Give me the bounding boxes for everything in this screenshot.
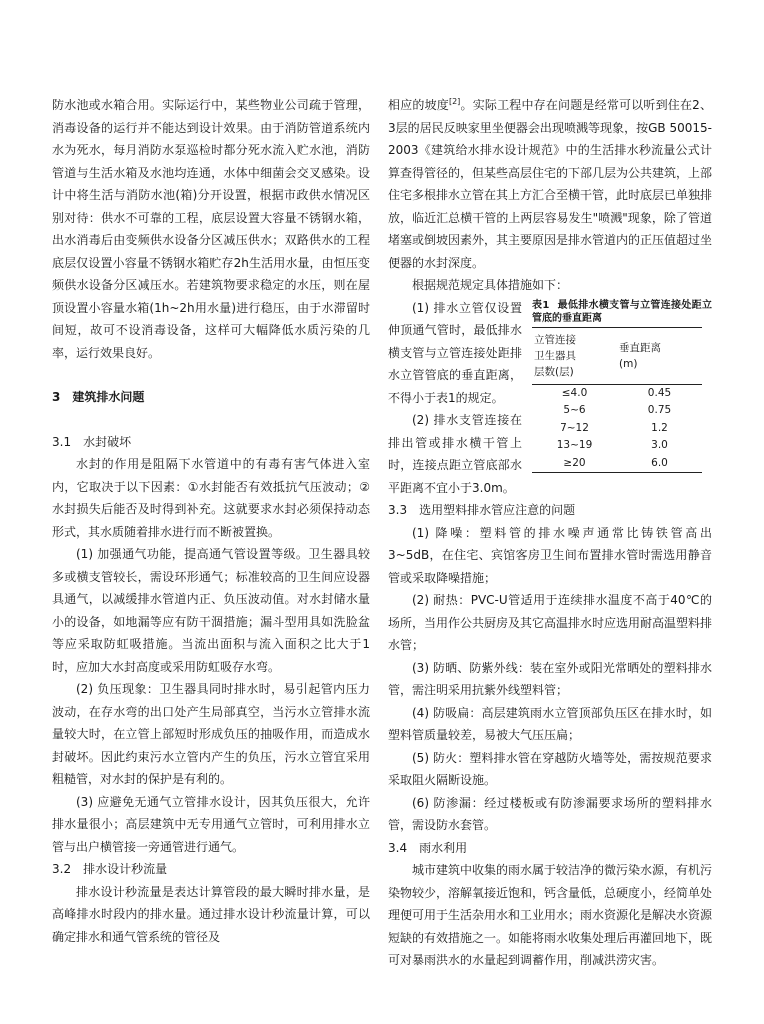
plastic-pipe-item-3: (3) 防晒、防紫外线：装在室外或阳光常晒处的塑料排水管，需注明采用抗紫外线塑料管； <box>388 660 712 697</box>
section-3-heading: 3 建筑排水问题 <box>52 390 145 404</box>
table-1-title: 最低排水横支管与立管连接处距立管底的垂直距离 <box>532 299 712 324</box>
table-row: 5~6 0.75 <box>563 404 672 416</box>
measure-item-2: (2) 排水支管连接在排出管或排水横干管上时，连接点距立管底部水平距离不宜小于3.0m。 <box>388 413 522 495</box>
table-row: ≤4.0 0.45 <box>561 386 672 399</box>
design-flow-paragraph: 排水设计秒流量是表达计算管段的最大瞬时排水量，是高峰排水时段内的排水量。通过排水设计秒流量计算，可以确定排水和通气管系统的管径及 <box>52 884 370 944</box>
table-1 <box>532 297 712 474</box>
measure-item-1: (1) 排水立管仅设置伸顶通气管时，最低排水横支管与立管连接处距排水立管管底的垂直距离，不得小于表1的规定。 <box>388 300 522 405</box>
water-seal-item-1: (1) 加强通气功能，提高通气管设置等级。卫生器具较多或横支管较长，需设环形通气；标准较高的卫生间应设器具通气，以减缓排水管道内正、负压波动值。对水封储水量小的设备，如地漏等应有防干涸措施；漏斗型用具如洗脸盆等应采取防虹吸措施。当流出面积与流入面积之比大于1时，应加大水封高度或采用防虹吸存水弯。 <box>52 547 370 674</box>
intro-paragraph: 防水池或水箱合用。实际运行中，某些物业公司疏于管理，消毒设备的运行并不能达到设计效果。由于消防管道系统内水为死水，每月消防水泵巡检时都分死水流入贮水池，消防管道与生活水箱及水池均连通，水体中细菌会交叉感染。设计中将生活与消防水池(箱)分开设置，根据市政供水情况区别对待：供水不可靠的工程，底层设置大容量不锈钢水箱，出水消毒后由变频供水设备分区减压供水；双路供水的工程底层仅设置小容量不锈钢水箱贮存2h生活用水量，由恒压变频供水设备分区减压水。若建筑物要求稳定的水压，则在屋顶设置小容量水箱(1h~2h用水量)进行稳压，由于水滞留时间短，故可不设消毒设备，这样可大幅降低水质污染的几率，运行效果良好。 <box>52 98 370 360</box>
water-seal-item-3: (3) 应避免无通气立管排水设计，因其负压很大，允许排水量很小；高层建筑中无专用通气立管时，可利用排水立管与出户横管接一旁通管进行通气。 <box>52 794 370 854</box>
table-1-grid <box>532 327 702 474</box>
subsection-3-1-heading: 3.1 水封破坏 <box>52 434 132 449</box>
measures-with-table <box>388 297 712 500</box>
table-1-header-floors: 立管连接 卫生器具 层数(层) <box>532 327 617 384</box>
table-1-number: 表1 <box>532 299 550 311</box>
rainwater-paragraph: 城市建筑中收集的雨水属于较洁净的微污染水源，有机污染物较少，溶解氧接近饱和，钙含量低，总硬度小，经简单处理便可用于生活杂用水和工业用水；雨水资源化是解决水资源短缺的有效措施之一。如能将雨水收集处理后再灌回地下，既可对暴雨洪水的水量起到调蓄作用，削减洪涝灾害。 <box>388 863 713 967</box>
plastic-pipe-item-5: (5) 防火：塑料排水管在穿越防火墙等处，需按规范要求采取阻火隔断设施。 <box>388 750 712 787</box>
plastic-pipe-item-1: (1) 降噪：塑料管的排水噪声通常比铸铁管高出3~5dB，在住宅、宾馆客房卫生间布置排水管时需选用静音管或采取降噪措施； <box>388 525 712 585</box>
left-column <box>52 94 370 948</box>
right-column <box>388 94 712 972</box>
table-row: ≥20 6.0 <box>532 455 702 473</box>
table-1-caption <box>532 299 712 325</box>
table-1-header-distance: 垂直距离 (m) <box>617 327 702 384</box>
subsection-3-3-heading: 3.3 选用塑料排水管应注意的问题 <box>388 503 576 517</box>
table-row: 7~12 1.2 <box>560 421 668 434</box>
table-row: 13~19 3.0 <box>556 439 668 451</box>
subsection-3-4-heading: 3.4 雨水利用 <box>388 840 468 855</box>
plastic-pipe-item-6: (6) 防渗漏：经过楼板或有防渗漏要求场所的塑料排水管，需设防水套管。 <box>388 795 712 832</box>
plastic-pipe-item-4: (4) 防吸扁：高层建筑雨水立管顶部负压区在排水时，如塑料管质量较差，易被大气压压扁； <box>388 705 712 742</box>
measures-intro: 根据规范规定具体措施如下： <box>412 278 569 292</box>
plastic-pipe-item-2: (2) 耐热：PVC-U管适用于连续排水温度不高于40℃的场所，当用作公共厨房及其它高温排水时应选用耐高温塑料排水管； <box>388 593 713 652</box>
reference-marker: [2] <box>448 97 461 106</box>
subsection-3-2-heading: 3.2 排水设计秒流量 <box>52 862 168 876</box>
measures-text <box>388 297 522 500</box>
water-seal-item-2: (2) 负压现象：卫生器具同时排水时，易引起管内压力波动，在存水弯的出口处产生局部真空，当污水立管排水流量较大时，在立管上部短时形成负压的抽吸作用，而造成水封破坏。因此约束污水立管内产生的负压，污水立管宜采用粗糙管，对水封的保护是有利的。 <box>52 682 370 786</box>
continued-paragraph: 相应的坡度[2]。实际工程中存在问题是经常可以听到住在2、3层的居民反映家里坐便器会出现喷溅等现象，按GB 50015-2003《建筑给水排水设计规范》中的生活排水秒流量公式计算查得管径的，但某些高层住宅的下部几层为公共建筑，上部住宅多根排水立管在其上方汇合至横干管，此时底层已单独排放，临近汇总横干管的上两层容易发生"喷溅"现象，除了管道堵塞或倒坡因素外，其主要原因是排水管道内的正压值超过坐便器的水封深度。 <box>388 97 713 270</box>
water-seal-paragraph: 水封的作用是阻隔下水管道中的有毒有害气体进入室内，它取决于以下因素：①水封能否有效抵抗气压波动；②水封损失后能否及时得到补充。这就要求水封必须保持动态形式，其水质随着排水进行而不断被置换。 <box>52 457 370 539</box>
